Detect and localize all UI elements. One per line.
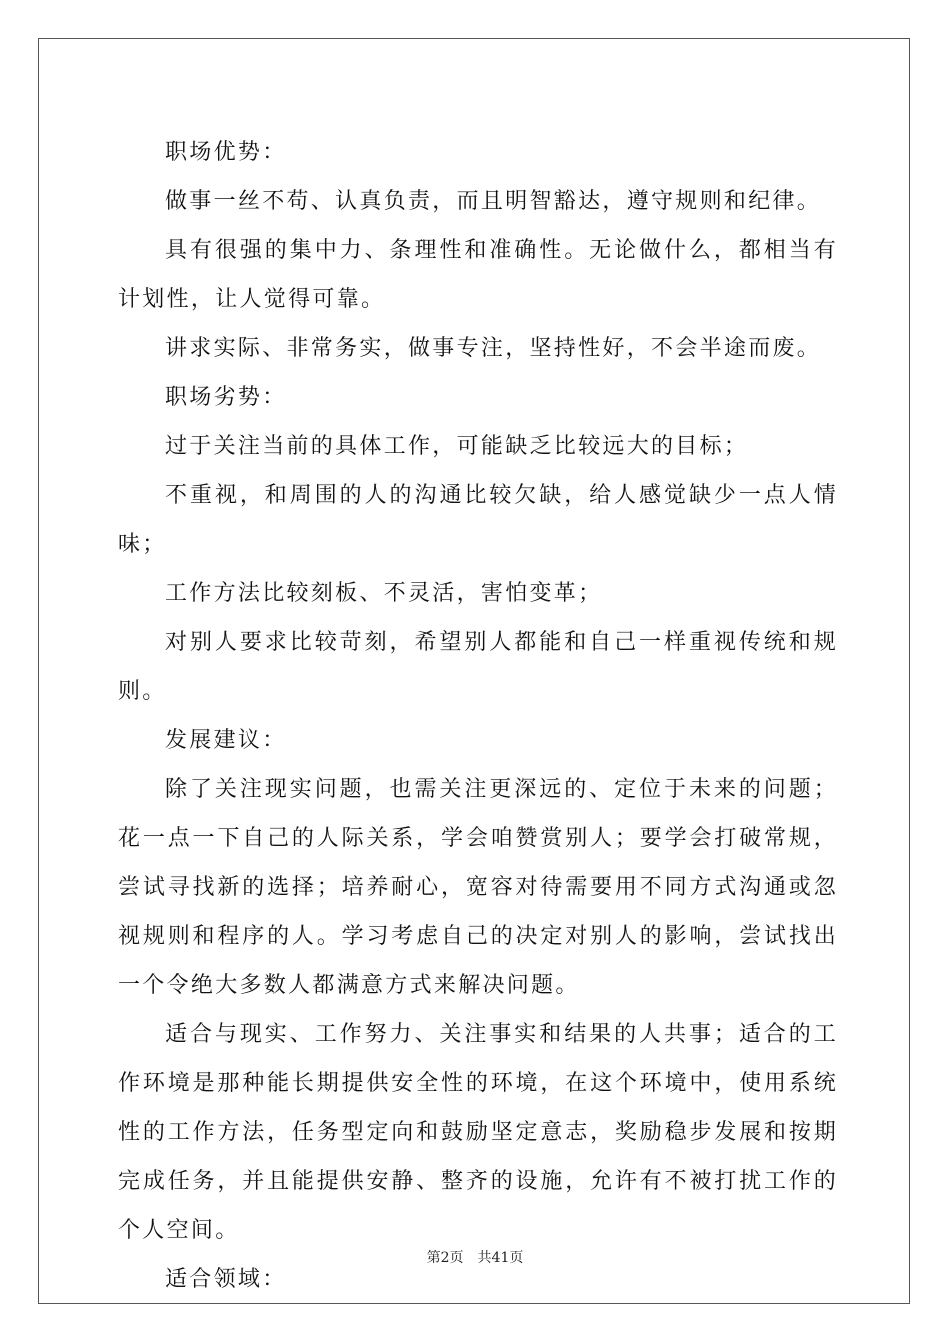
paragraph: 讲求实际、非常务实，做事专注，坚持性好，不会半途而废。: [165, 336, 822, 361]
page-number: 第2页: [426, 1250, 464, 1266]
paragraph: 过于关注当前的具体工作，可能缺乏比较远大的目标；: [165, 434, 749, 459]
paragraph: 不重视，和周围的人的沟通比较欠缺，给人感觉缺少一点人情味；: [118, 483, 838, 557]
paragraph: 工作方法比较刻板、不灵活，害怕变革；: [165, 581, 603, 606]
paragraph-heading-advantages: 职场优势：: [165, 140, 287, 165]
paragraph-heading-suggestions: 发展建议：: [165, 728, 287, 753]
paragraph: 适合与现实、工作努力、关注事实和结果的人共事；适合的工作环境是那种能长期提供安全性的环境，在这个环境中，使用系统性的工作方法，任务型定向和鼓励坚定意志，奖励稳步发展和按期完成任务，并且能提供安静、整齐的设施，允许有不被打扰工作的个人空间。: [118, 1022, 838, 1243]
paragraph-heading-disadvantages: 职场劣势：: [165, 385, 287, 410]
paragraph-heading-fields: 适合领域：: [165, 1267, 287, 1292]
paragraph: 对别人要求比较苛刻，希望别人都能和自己一样重视传统和规则。: [118, 630, 838, 704]
page-footer: [0, 1248, 950, 1268]
paragraph: 除了关注现实问题，也需关注更深远的、定位于未来的问题；花一点一下自己的人际关系，学会咱赞赏别人；要学会打破常规，尝试寻找新的选择；培养耐心，宽容对待需要用不同方式沟通或忽视规则和程序的人。学习考虑自己的决定对别人的影响，尝试找出一个令绝大多数人都满意方式来解决问题。: [118, 777, 838, 998]
paragraph: 做事一丝不苟、认真负责，而且明智豁达，遵守规则和纪律。: [165, 189, 822, 214]
page-total: 共41页: [477, 1250, 524, 1266]
document-body: [118, 128, 838, 1304]
paragraph: 具有很强的集中力、条理性和准确性。无论做什么，都相当有计划性，让人觉得可靠。: [118, 238, 838, 312]
